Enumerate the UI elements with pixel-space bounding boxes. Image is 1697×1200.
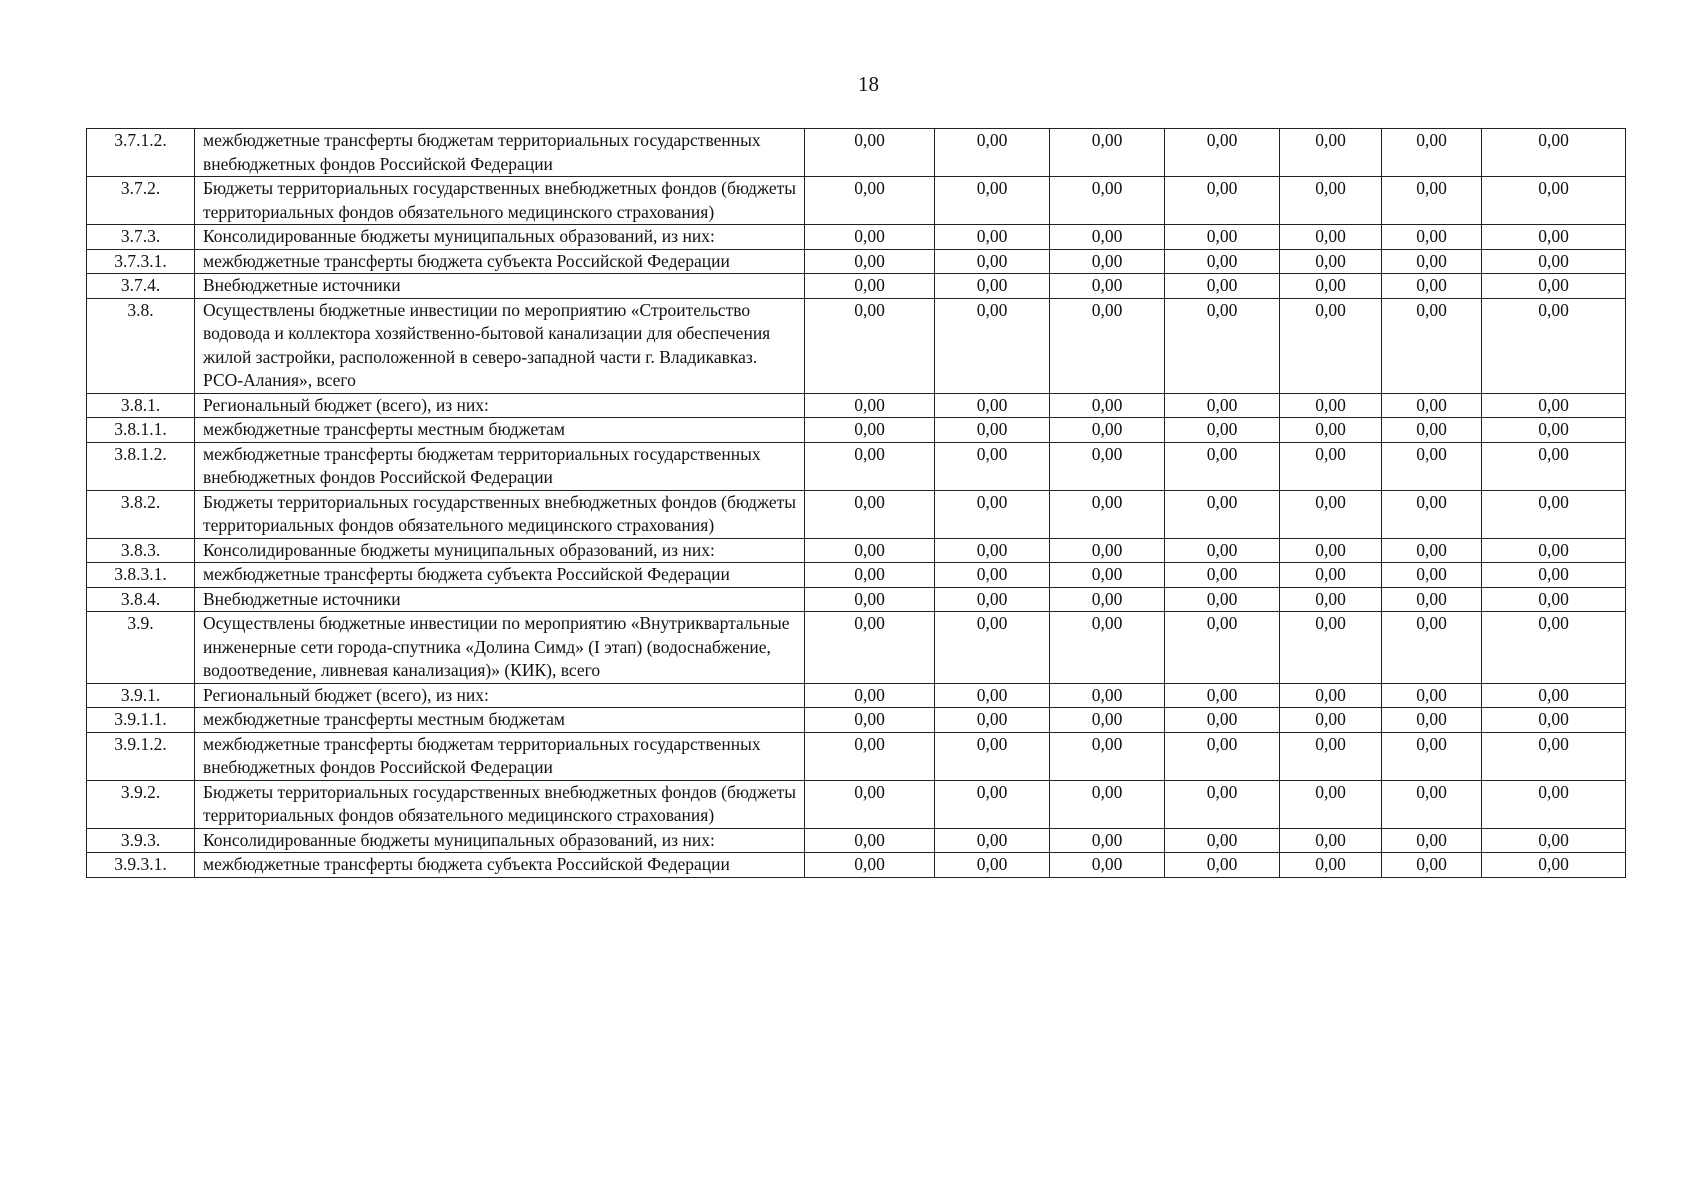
table-row [87,274,1626,299]
row-value-7: 0,00 [1482,708,1626,733]
row-value-7: 0,00 [1482,298,1626,393]
row-value-2: 0,00 [935,129,1050,177]
row-value-1: 0,00 [805,828,935,853]
row-value-6: 0,00 [1382,612,1482,684]
row-value-6: 0,00 [1382,418,1482,443]
row-value-7: 0,00 [1482,490,1626,538]
row-value-3: 0,00 [1050,274,1165,299]
row-value-7: 0,00 [1482,683,1626,708]
row-name: межбюджетные трансферты местным бюджетам [195,418,805,443]
row-value-2: 0,00 [935,732,1050,780]
row-code: 3.9.3. [87,828,195,853]
row-value-4: 0,00 [1165,418,1280,443]
table-row [87,732,1626,780]
row-value-3: 0,00 [1050,129,1165,177]
row-value-7: 0,00 [1482,393,1626,418]
row-value-4: 0,00 [1165,177,1280,225]
row-name: Региональный бюджет (всего), из них: [195,683,805,708]
row-value-1: 0,00 [805,249,935,274]
table-row [87,249,1626,274]
row-code: 3.9.1. [87,683,195,708]
row-value-2: 0,00 [935,442,1050,490]
row-value-5: 0,00 [1280,490,1382,538]
row-value-1: 0,00 [805,418,935,443]
row-value-6: 0,00 [1382,442,1482,490]
row-value-4: 0,00 [1165,683,1280,708]
row-code: 3.9.3.1. [87,853,195,878]
row-value-1: 0,00 [805,274,935,299]
table-row [87,418,1626,443]
row-value-6: 0,00 [1382,708,1482,733]
table-row [87,780,1626,828]
row-value-5: 0,00 [1280,780,1382,828]
row-value-4: 0,00 [1165,708,1280,733]
row-value-3: 0,00 [1050,393,1165,418]
row-value-3: 0,00 [1050,612,1165,684]
page-number: 18 [858,72,879,96]
row-value-1: 0,00 [805,683,935,708]
row-value-1: 0,00 [805,780,935,828]
table-row [87,177,1626,225]
budget-table [86,128,1626,878]
row-value-3: 0,00 [1050,563,1165,588]
row-name: Консолидированные бюджеты муниципальных образований, из них: [195,538,805,563]
row-value-3: 0,00 [1050,490,1165,538]
row-value-3: 0,00 [1050,683,1165,708]
row-value-4: 0,00 [1165,563,1280,588]
row-value-5: 0,00 [1280,225,1382,250]
table-row [87,683,1626,708]
row-value-1: 0,00 [805,298,935,393]
row-value-3: 0,00 [1050,442,1165,490]
row-value-2: 0,00 [935,249,1050,274]
row-value-7: 0,00 [1482,563,1626,588]
row-value-4: 0,00 [1165,538,1280,563]
row-value-1: 0,00 [805,587,935,612]
row-value-7: 0,00 [1482,442,1626,490]
row-value-5: 0,00 [1280,249,1382,274]
row-value-2: 0,00 [935,393,1050,418]
row-value-7: 0,00 [1482,274,1626,299]
row-name: Бюджеты территориальных государственных внебюджетных фондов (бюджеты территориальных фондов обязательного медицинского страхования) [195,490,805,538]
row-value-2: 0,00 [935,418,1050,443]
row-value-5: 0,00 [1280,274,1382,299]
row-value-5: 0,00 [1280,732,1382,780]
row-value-2: 0,00 [935,177,1050,225]
row-value-2: 0,00 [935,853,1050,878]
row-value-7: 0,00 [1482,249,1626,274]
row-name: Внебюджетные источники [195,587,805,612]
row-value-7: 0,00 [1482,177,1626,225]
table-row [87,298,1626,393]
row-code: 3.8. [87,298,195,393]
row-name: Внебюджетные источники [195,274,805,299]
row-value-1: 0,00 [805,393,935,418]
row-value-7: 0,00 [1482,828,1626,853]
row-value-1: 0,00 [805,853,935,878]
row-value-6: 0,00 [1382,683,1482,708]
row-value-7: 0,00 [1482,853,1626,878]
row-value-6: 0,00 [1382,587,1482,612]
row-value-6: 0,00 [1382,490,1482,538]
row-code: 3.9.1.2. [87,732,195,780]
row-value-2: 0,00 [935,538,1050,563]
row-value-2: 0,00 [935,490,1050,538]
table-row [87,828,1626,853]
row-value-5: 0,00 [1280,828,1382,853]
row-value-3: 0,00 [1050,708,1165,733]
row-code: 3.8.1.1. [87,418,195,443]
table-row [87,563,1626,588]
row-value-3: 0,00 [1050,828,1165,853]
row-value-5: 0,00 [1280,612,1382,684]
row-code: 3.8.3. [87,538,195,563]
row-value-6: 0,00 [1382,732,1482,780]
row-value-3: 0,00 [1050,732,1165,780]
row-value-1: 0,00 [805,225,935,250]
table-row [87,587,1626,612]
row-value-2: 0,00 [935,587,1050,612]
row-code: 3.7.1.2. [87,129,195,177]
row-code: 3.9.2. [87,780,195,828]
row-value-3: 0,00 [1050,298,1165,393]
row-value-5: 0,00 [1280,418,1382,443]
row-value-6: 0,00 [1382,274,1482,299]
row-value-7: 0,00 [1482,418,1626,443]
row-value-1: 0,00 [805,177,935,225]
row-value-1: 0,00 [805,612,935,684]
row-code: 3.9. [87,612,195,684]
table-row [87,853,1626,878]
row-value-5: 0,00 [1280,298,1382,393]
row-name: Осуществлены бюджетные инвестиции по мероприятию «Строительство водовода и коллектора хозяйственно-бытовой канализации для обеспечения жилой застройки, расположенной в северо-западной части г. Владикавказ. РСО-Алания», всего [195,298,805,393]
row-value-2: 0,00 [935,225,1050,250]
table-row [87,393,1626,418]
row-code: 3.8.3.1. [87,563,195,588]
row-value-5: 0,00 [1280,587,1382,612]
row-value-5: 0,00 [1280,393,1382,418]
row-value-7: 0,00 [1482,587,1626,612]
row-value-6: 0,00 [1382,538,1482,563]
row-value-6: 0,00 [1382,225,1482,250]
row-name: межбюджетные трансферты местным бюджетам [195,708,805,733]
row-code: 3.7.2. [87,177,195,225]
row-value-2: 0,00 [935,708,1050,733]
row-value-4: 0,00 [1165,490,1280,538]
row-code: 3.7.3.1. [87,249,195,274]
row-value-4: 0,00 [1165,442,1280,490]
row-value-7: 0,00 [1482,612,1626,684]
row-value-7: 0,00 [1482,732,1626,780]
row-value-2: 0,00 [935,828,1050,853]
row-value-6: 0,00 [1382,780,1482,828]
row-value-4: 0,00 [1165,853,1280,878]
row-value-3: 0,00 [1050,177,1165,225]
row-value-4: 0,00 [1165,225,1280,250]
row-code: 3.7.4. [87,274,195,299]
row-name: межбюджетные трансферты бюджетам территориальных государственных внебюджетных фондов Российской Федерации [195,442,805,490]
row-value-4: 0,00 [1165,249,1280,274]
row-name: межбюджетные трансферты бюджета субъекта Российской Федерации [195,249,805,274]
row-value-2: 0,00 [935,780,1050,828]
row-value-3: 0,00 [1050,853,1165,878]
row-value-5: 0,00 [1280,708,1382,733]
row-value-3: 0,00 [1050,538,1165,563]
table-row [87,538,1626,563]
budget-table-body [87,129,1626,878]
table-row [87,442,1626,490]
table-row [87,490,1626,538]
row-value-1: 0,00 [805,563,935,588]
table-row [87,129,1626,177]
row-name: межбюджетные трансферты бюджетам территориальных государственных внебюджетных фондов Российской Федерации [195,129,805,177]
row-value-3: 0,00 [1050,587,1165,612]
row-value-5: 0,00 [1280,853,1382,878]
row-value-6: 0,00 [1382,563,1482,588]
row-value-7: 0,00 [1482,225,1626,250]
row-value-4: 0,00 [1165,732,1280,780]
row-value-4: 0,00 [1165,587,1280,612]
row-value-1: 0,00 [805,708,935,733]
row-name: межбюджетные трансферты бюджетам территориальных государственных внебюджетных фондов Российской Федерации [195,732,805,780]
row-value-4: 0,00 [1165,129,1280,177]
row-value-3: 0,00 [1050,225,1165,250]
row-value-1: 0,00 [805,490,935,538]
row-value-7: 0,00 [1482,780,1626,828]
row-value-2: 0,00 [935,274,1050,299]
table-row [87,708,1626,733]
row-code: 3.8.2. [87,490,195,538]
row-value-4: 0,00 [1165,780,1280,828]
row-value-6: 0,00 [1382,177,1482,225]
row-name: Консолидированные бюджеты муниципальных образований, из них: [195,225,805,250]
row-value-1: 0,00 [805,129,935,177]
row-value-1: 0,00 [805,442,935,490]
row-value-7: 0,00 [1482,538,1626,563]
row-code: 3.7.3. [87,225,195,250]
row-name: межбюджетные трансферты бюджета субъекта Российской Федерации [195,853,805,878]
row-value-4: 0,00 [1165,393,1280,418]
row-code: 3.9.1.1. [87,708,195,733]
row-value-6: 0,00 [1382,249,1482,274]
row-value-7: 0,00 [1482,129,1626,177]
row-code: 3.8.1. [87,393,195,418]
row-name: Консолидированные бюджеты муниципальных образований, из них: [195,828,805,853]
row-value-5: 0,00 [1280,538,1382,563]
row-value-5: 0,00 [1280,683,1382,708]
row-value-6: 0,00 [1382,129,1482,177]
row-value-5: 0,00 [1280,442,1382,490]
row-value-5: 0,00 [1280,129,1382,177]
row-value-3: 0,00 [1050,418,1165,443]
row-value-6: 0,00 [1382,828,1482,853]
row-value-3: 0,00 [1050,780,1165,828]
row-value-2: 0,00 [935,563,1050,588]
row-value-6: 0,00 [1382,393,1482,418]
row-name: Бюджеты территориальных государственных внебюджетных фондов (бюджеты территориальных фондов обязательного медицинского страхования) [195,780,805,828]
row-value-6: 0,00 [1382,853,1482,878]
row-value-1: 0,00 [805,732,935,780]
row-value-4: 0,00 [1165,274,1280,299]
table-row [87,612,1626,684]
row-name: Осуществлены бюджетные инвестиции по мероприятию «Внутриквартальные инженерные сети города-спутника «Долина Симд» (I этап) (водоснабжение, водоотведение, ливневая канализация)» (КИК), всего [195,612,805,684]
row-code: 3.8.1.2. [87,442,195,490]
row-value-2: 0,00 [935,683,1050,708]
row-value-2: 0,00 [935,612,1050,684]
row-name: межбюджетные трансферты бюджета субъекта Российской Федерации [195,563,805,588]
table-row [87,225,1626,250]
row-value-2: 0,00 [935,298,1050,393]
row-value-1: 0,00 [805,538,935,563]
row-value-5: 0,00 [1280,563,1382,588]
row-value-5: 0,00 [1280,177,1382,225]
row-name: Региональный бюджет (всего), из них: [195,393,805,418]
row-value-4: 0,00 [1165,298,1280,393]
row-value-6: 0,00 [1382,298,1482,393]
row-value-3: 0,00 [1050,249,1165,274]
row-code: 3.8.4. [87,587,195,612]
row-value-4: 0,00 [1165,612,1280,684]
row-name: Бюджеты территориальных государственных внебюджетных фондов (бюджеты территориальных фондов обязательного медицинского страхования) [195,177,805,225]
row-value-4: 0,00 [1165,828,1280,853]
